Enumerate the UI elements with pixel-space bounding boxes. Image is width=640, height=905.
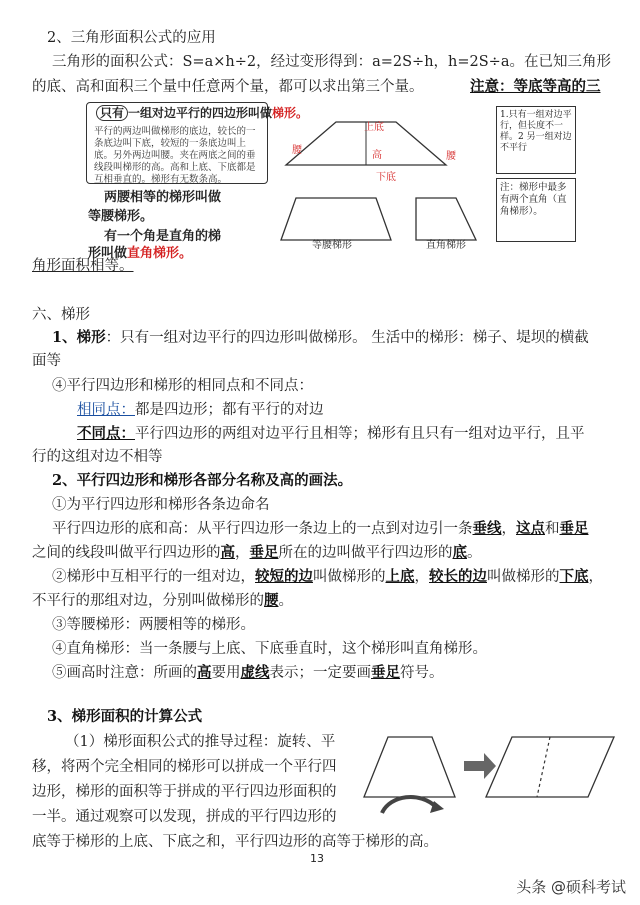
section-title: 六、梯形: [32, 307, 90, 323]
isosceles-trapezoid: [281, 198, 391, 240]
rotate-arrow-icon: [382, 797, 436, 813]
paragraph: 行的这组对边不相等: [32, 449, 163, 465]
subheading: 2、平行四边形和梯形各部分名称及高的画法。: [52, 472, 353, 489]
label-right-leg: 腰: [446, 151, 456, 162]
note-underlined: 注意：等底等高的三: [470, 78, 601, 95]
note-continued: 角形面积相等。: [32, 258, 134, 274]
definition-text: 平行的两边叫做梯形的底边，较长的一条底边叫下底，较短的一条底边叫上底。另外两边叫腰。夹在两底之间的垂线段叫梯形的高。高和上底、下底都是互相垂直的。梯形有无数条高。: [94, 126, 256, 185]
paragraph: ⑤画高时注意：所画的高要用虚线表示；一定要画垂足符号。: [52, 664, 444, 681]
paragraph: 的底、高和面积三个量中任意两个量，都可以求出第三个量。: [32, 79, 424, 95]
split-line: [537, 737, 550, 797]
note-box-2: 注：梯形中最多有两个直角（直角梯形）。: [496, 178, 576, 242]
page-number: 13: [310, 852, 324, 865]
label-height: 高: [372, 150, 382, 161]
paragraph: 三角形的面积公式：S=a×h÷2，经过变形得到：a=2S÷h，h=2S÷a。在已知三角形: [52, 54, 611, 70]
paragraph: 底等于梯形的上底、下底之和，平行四边形的高等于梯形的高。: [32, 834, 438, 850]
watermark: 头条 @硕科考试: [516, 878, 626, 896]
paragraph: 边形，梯形的面积等于拼成的平行四边形面积的: [32, 784, 337, 800]
paragraph: 1、梯形：只有一组对边平行的四边形叫做梯形。 生活中的梯形：梯子、堤坝的横截: [52, 329, 589, 346]
paragraph: ③等腰梯形：两腰相等的梯形。: [52, 617, 255, 633]
paragraph: 一半。通过观察可以发现，拼成的平行四边形的: [32, 809, 337, 825]
right-def-1: 有一个角是直角的梯: [104, 229, 222, 244]
caption-isosceles: 等腰梯形: [312, 240, 352, 251]
trapezoid-shape: [364, 737, 455, 797]
isosceles-def: 两腰相等的梯形叫做: [104, 190, 222, 205]
paragraph: （1）梯形面积公式的推导过程：旋转、平: [65, 734, 336, 750]
right-trapezoid: [416, 198, 476, 240]
label-top-base: 上底: [364, 122, 384, 133]
section-heading: 2、三角形面积公式的应用: [47, 30, 216, 46]
paragraph: ④直角梯形：当一条腰与上底、下底垂直时，这个梯形叫直角梯形。: [52, 641, 487, 657]
arrow-icon: [464, 753, 496, 779]
trapezoid-figure: [86, 100, 606, 261]
right-def-2: 形叫做直角梯形。: [88, 246, 193, 261]
derivation-diagram: [360, 725, 620, 825]
subheading: 3、梯形面积的计算公式: [47, 708, 203, 725]
caption-right: 直角梯形: [426, 240, 466, 251]
paragraph: 移，将两个完全相同的梯形可以拼成一个平行四: [32, 759, 337, 775]
paragraph: 不平行的那组对边，分别叫做梯形的腰。: [32, 592, 293, 609]
label-bottom-base: 下底: [376, 172, 396, 183]
paragraph: ④平行四边形和梯形的相同点和不同点：: [52, 378, 313, 394]
isosceles-term: 等腰梯形。: [88, 209, 154, 224]
paragraph: 面等: [32, 353, 61, 369]
note-box-1: 1.只有一组对边平行，但长度不一样。2 另一组对边不平行: [496, 106, 576, 174]
label-left-leg: 腰: [292, 145, 302, 156]
paragraph: ②梯形中互相平行的一组对边，较短的边叫做梯形的上底，较长的边叫做梯形的下底，: [52, 568, 603, 585]
diff-point: 不同点：平行四边形的两组对边平行且相等；梯形有且只有一组对边平行，且平: [77, 425, 585, 442]
paragraph: 之间的线段叫做平行四边形的高，垂足所在的边叫做平行四边形的底。: [32, 544, 482, 561]
parallelogram-shape: [486, 737, 614, 797]
definition-title: 只有 一组对边平行的四边形叫做梯形。: [96, 104, 308, 121]
paragraph: 平行四边形的底和高：从平行四边形一条边上的一点到对边引一条垂线，这点和垂足: [52, 520, 589, 537]
paragraph: ①为平行四边形和梯形各条边命名: [52, 497, 270, 513]
same-point: 相同点：都是四边形；都有平行的对边: [77, 402, 324, 418]
